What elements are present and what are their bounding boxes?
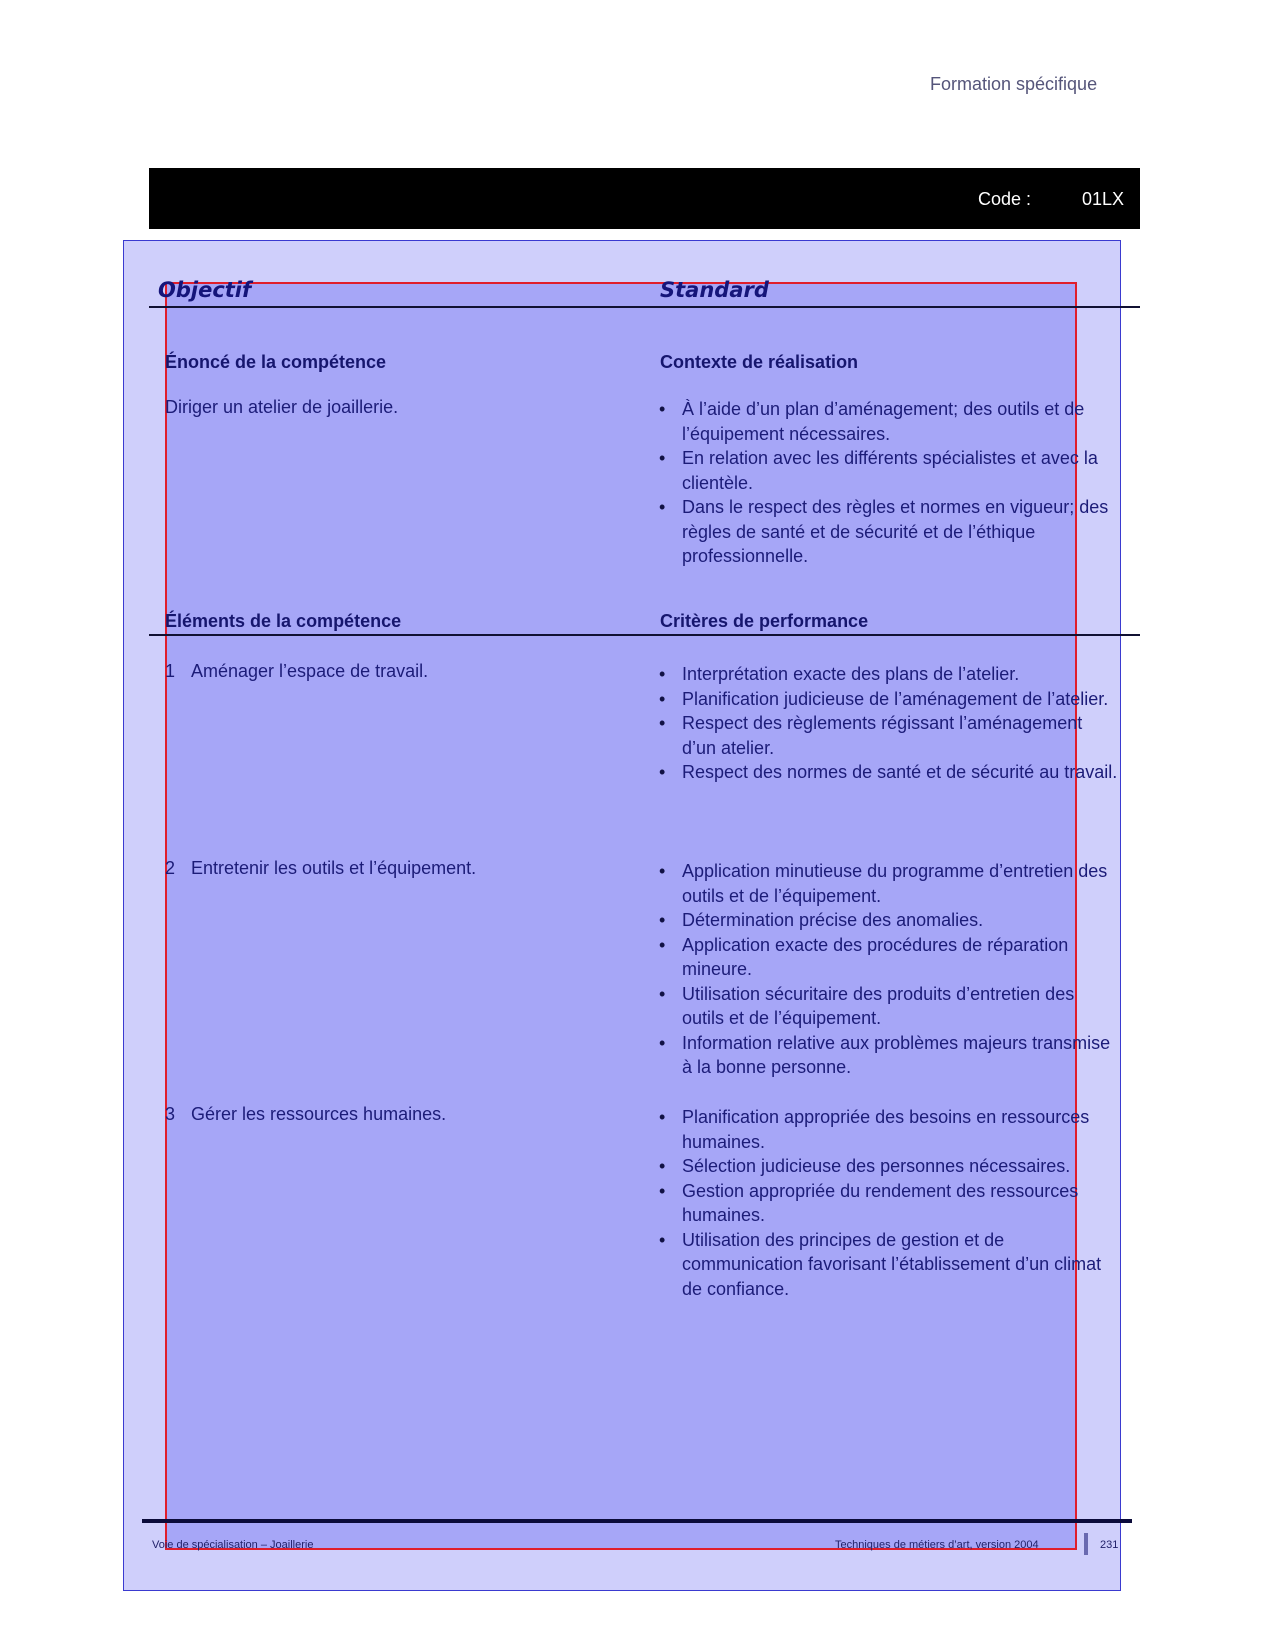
code-value: 01LX xyxy=(1082,189,1125,209)
header-divider xyxy=(149,306,1140,308)
criteria-item: • Gestion appropriée du rendement des ressources humaines. xyxy=(659,1179,1119,1228)
criteres-title: Critères de performance xyxy=(660,611,869,631)
criteria-item: • Détermination précise des anomalies. xyxy=(659,908,1119,933)
footer-left: Voie de spécialisation – Joaillerie xyxy=(152,1539,314,1551)
element-number: 2 xyxy=(165,858,176,878)
criteria-item: • Interprétation exacte des plans de l’atelier. xyxy=(659,662,1119,687)
contexte-item: • En relation avec les différents spécialistes et avec la clientèle. xyxy=(659,446,1119,495)
contexte-list xyxy=(659,397,1119,569)
element-number: 3 xyxy=(165,1104,176,1124)
element-text: Aménager l’espace de travail. xyxy=(191,661,429,681)
element-number: 1 xyxy=(165,661,176,681)
enonce-text: Diriger un atelier de joaillerie. xyxy=(165,397,399,417)
criteria-item: • Planification judicieuse de l’aménagement de l’atelier. xyxy=(659,687,1119,712)
criteria-item: • Application exacte des procédures de réparation mineure. xyxy=(659,933,1119,982)
objectif-heading: Objectif xyxy=(158,278,252,302)
criteria-list xyxy=(659,859,1119,1080)
criteria-item: • Respect des normes de santé et de sécurité au travail. xyxy=(659,760,1119,785)
standard-heading: Standard xyxy=(660,278,769,302)
criteria-item: • Application minutieuse du programme d’entretien des outils et de l’équipement. xyxy=(659,859,1119,908)
criteria-item: • Utilisation sécuritaire des produits d’entretien des outils et de l’équipement. xyxy=(659,982,1119,1031)
footer-separator xyxy=(1084,1533,1088,1555)
criteria-list xyxy=(659,662,1119,785)
footer-right: Techniques de métiers d’art, version 2004 xyxy=(835,1539,1039,1551)
elements-title: Éléments de la compétence xyxy=(165,611,402,631)
code-label: Code : xyxy=(978,189,1032,209)
criteria-item: • Sélection judicieuse des personnes nécessaires. xyxy=(659,1154,1119,1179)
contexte-title: Contexte de réalisation xyxy=(660,352,859,372)
criteria-item: • Planification appropriée des besoins en ressources humaines. xyxy=(659,1105,1119,1154)
footer-rule xyxy=(142,1519,1132,1523)
page-number: 231 xyxy=(1100,1539,1119,1551)
formation-label: Formation spécifique xyxy=(930,74,1098,94)
criteria-item: • Utilisation des principes de gestion et de communication favorisant l’établissement d’un climat de confiance. xyxy=(659,1228,1119,1302)
section-divider xyxy=(149,634,1140,636)
element-text: Gérer les ressources humaines. xyxy=(191,1104,447,1124)
criteria-item: • Respect des règlements régissant l’aménagement d’un atelier. xyxy=(659,711,1119,760)
contexte-item: • Dans le respect des règles et normes en vigueur; des règles de santé et de sécurité et de l’éthique professionnelle. xyxy=(659,495,1119,569)
criteria-list xyxy=(659,1105,1119,1301)
enonce-title: Énoncé de la compétence xyxy=(165,352,387,372)
criteria-item: • Information relative aux problèmes majeurs transmise à la bonne personne. xyxy=(659,1031,1119,1080)
element-text: Entretenir les outils et l’équipement. xyxy=(191,858,477,878)
contexte-item: • À l’aide d’un plan d’aménagement; des outils et de l’équipement nécessaires. xyxy=(659,397,1119,446)
